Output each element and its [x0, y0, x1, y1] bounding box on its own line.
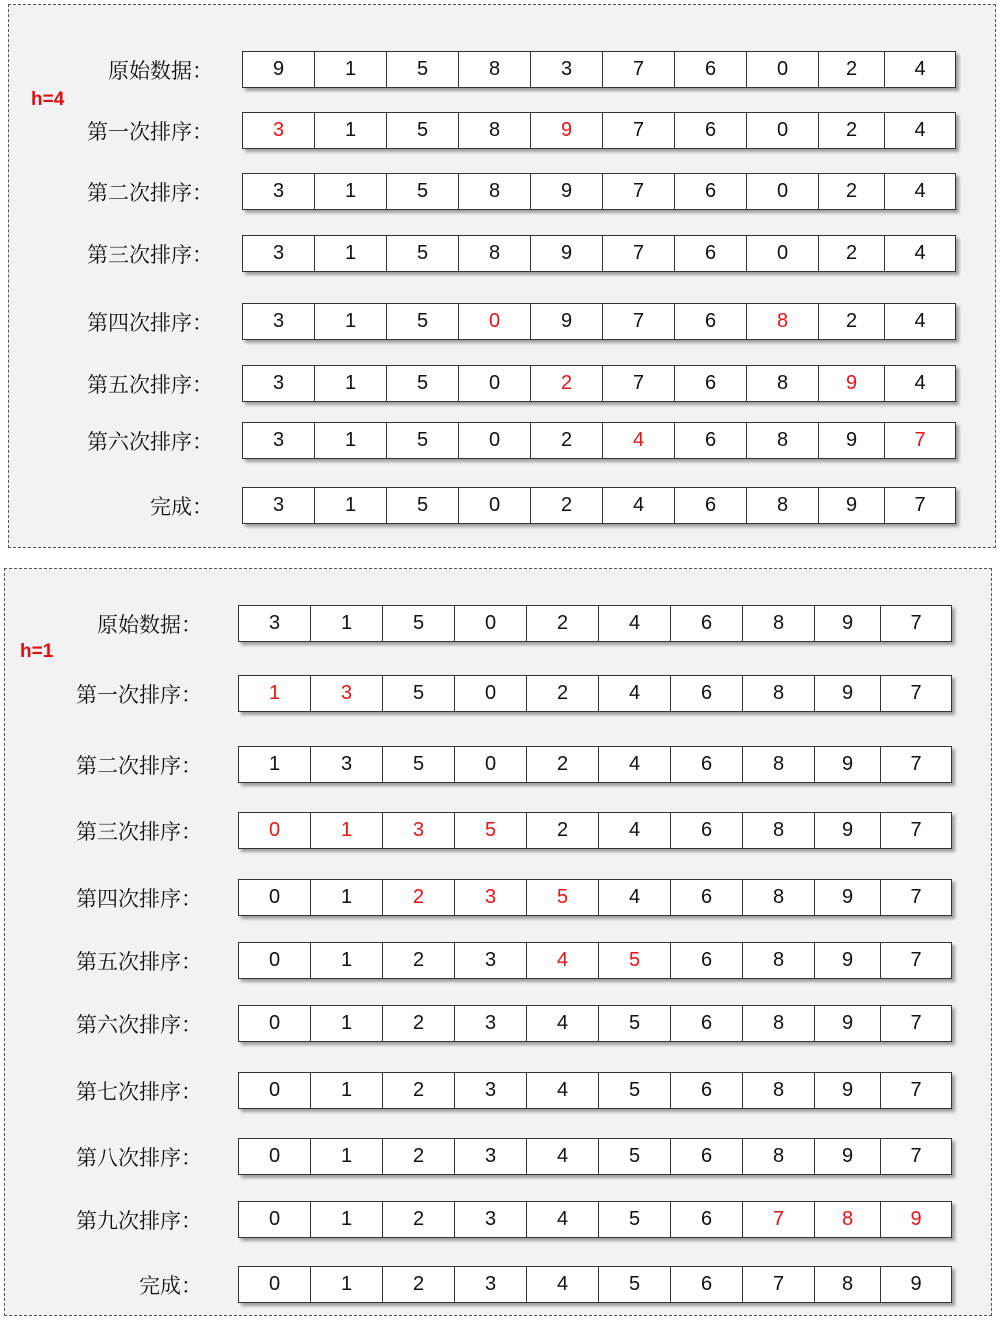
- array-cell: 9: [531, 174, 603, 209]
- array-cell-moved: 2: [531, 366, 603, 401]
- array-cell-moved: 9: [819, 366, 885, 401]
- array-cell: 6: [671, 943, 743, 978]
- array-cell-moved: 5: [455, 813, 527, 848]
- array-cell: 4: [527, 1006, 599, 1041]
- array-cell: 2: [531, 488, 603, 523]
- array-cell: 5: [599, 1006, 671, 1041]
- array-cell-moved: 5: [527, 880, 599, 915]
- array-cell: 1: [315, 52, 387, 87]
- array-cell: 3: [311, 747, 383, 782]
- array-cell: 8: [743, 747, 815, 782]
- array-cell: 5: [599, 1139, 671, 1174]
- array-cell: 0: [239, 1267, 311, 1302]
- array-cell: 9: [815, 943, 881, 978]
- array-cell: 3: [243, 174, 315, 209]
- array-cell: 7: [910, 1012, 922, 1034]
- array-cell: 8: [459, 52, 531, 87]
- array-cell: 2: [383, 943, 455, 978]
- array-cell: 9: [819, 423, 885, 458]
- array-cell: 2: [383, 1073, 455, 1108]
- array-cell: 7: [743, 1267, 815, 1302]
- array-cell: 7: [910, 612, 922, 634]
- array-cell: 3: [455, 943, 527, 978]
- array-cell: 8: [459, 174, 531, 209]
- array-cell: 6: [671, 813, 743, 848]
- array-cell: 3: [455, 1267, 527, 1302]
- array-cell: 1: [239, 747, 311, 782]
- array-cell: 9: [815, 880, 881, 915]
- array-cell-moved: 8: [747, 304, 819, 339]
- array-cell-moved: 9: [910, 1208, 922, 1230]
- array-cell: 5: [383, 676, 455, 711]
- array-row: [238, 1266, 952, 1303]
- array-cell: 7: [603, 304, 675, 339]
- array-cell-moved: 7: [914, 429, 926, 451]
- array-cell: 6: [675, 423, 747, 458]
- array-cell: 7: [910, 819, 922, 841]
- array-cell: 7: [603, 236, 675, 271]
- array-cell-moved: 0: [239, 813, 311, 848]
- array-cell: 3: [243, 304, 315, 339]
- array-row: [238, 812, 952, 849]
- array-cell: 9: [815, 606, 881, 641]
- row-label: 第三次排序：: [76, 820, 202, 844]
- row-label: 第二次排序：: [87, 181, 213, 205]
- array-cell: 2: [527, 813, 599, 848]
- array-cell: 2: [383, 1139, 455, 1174]
- array-cell: 1: [311, 606, 383, 641]
- array-cell: 4: [914, 242, 926, 264]
- array-cell: 3: [455, 1202, 527, 1237]
- array-cell: 2: [527, 606, 599, 641]
- array-cell: 3: [531, 52, 603, 87]
- array-cell: 7: [914, 494, 926, 516]
- array-cell-moved: 4: [603, 423, 675, 458]
- array-cell: 0: [455, 606, 527, 641]
- array-cell: 0: [459, 488, 531, 523]
- array-row: [242, 365, 956, 402]
- array-cell: 8: [743, 1139, 815, 1174]
- row-label: 第三次排序：: [87, 243, 213, 267]
- array-cell: 6: [675, 366, 747, 401]
- array-row: [242, 112, 956, 149]
- array-cell-moved: 4: [527, 943, 599, 978]
- array-cell: 9: [910, 1273, 922, 1295]
- array-cell: 5: [383, 606, 455, 641]
- array-cell: 8: [743, 606, 815, 641]
- row-label: 原始数据：: [108, 59, 213, 83]
- array-cell: 5: [387, 113, 459, 148]
- array-cell: 4: [527, 1267, 599, 1302]
- array-cell: 7: [910, 949, 922, 971]
- array-cell: 7: [910, 1145, 922, 1167]
- array-cell-moved: 7: [743, 1202, 815, 1237]
- array-cell: 8: [743, 1073, 815, 1108]
- array-cell: 2: [819, 174, 885, 209]
- array-cell-moved: 1: [239, 676, 311, 711]
- h-label: h=4: [31, 89, 65, 110]
- array-cell: 0: [239, 1202, 311, 1237]
- array-cell: 0: [747, 52, 819, 87]
- array-cell: 1: [311, 1073, 383, 1108]
- array-cell: 1: [311, 1267, 383, 1302]
- array-cell: 8: [743, 880, 815, 915]
- array-cell: 7: [910, 753, 922, 775]
- row-label: 第四次排序：: [87, 311, 213, 335]
- array-cell: 7: [603, 52, 675, 87]
- array-cell: 1: [315, 366, 387, 401]
- array-cell: 0: [239, 943, 311, 978]
- row-label: 第四次排序：: [76, 887, 202, 911]
- array-row: [242, 422, 956, 459]
- row-label: 第二次排序：: [76, 754, 202, 778]
- row-label: 第八次排序：: [76, 1146, 202, 1170]
- array-cell: 7: [603, 113, 675, 148]
- array-row: [242, 303, 956, 340]
- array-cell: 3: [243, 423, 315, 458]
- array-row: [238, 675, 952, 712]
- array-cell-moved: 1: [311, 813, 383, 848]
- array-cell: 8: [743, 1006, 815, 1041]
- array-cell: 9: [815, 1006, 881, 1041]
- array-row: [238, 1201, 952, 1238]
- array-cell: 8: [747, 366, 819, 401]
- array-row: [242, 487, 956, 524]
- array-cell: 1: [311, 880, 383, 915]
- array-cell: 1: [315, 174, 387, 209]
- array-cell: 2: [527, 676, 599, 711]
- array-row: [238, 1138, 952, 1175]
- array-cell: 4: [527, 1073, 599, 1108]
- array-cell: 0: [455, 676, 527, 711]
- array-cell: 9: [243, 52, 315, 87]
- array-cell: 2: [819, 113, 885, 148]
- array-cell: 2: [819, 236, 885, 271]
- array-cell: 3: [455, 1006, 527, 1041]
- array-cell: 6: [675, 113, 747, 148]
- array-cell: 6: [671, 1073, 743, 1108]
- array-row: [238, 879, 952, 916]
- array-cell: 6: [671, 747, 743, 782]
- array-cell: 5: [387, 304, 459, 339]
- array-cell: 3: [243, 366, 315, 401]
- array-cell-moved: 3: [311, 676, 383, 711]
- row-label: 第五次排序：: [87, 373, 213, 397]
- array-cell: 4: [527, 1139, 599, 1174]
- array-cell: 5: [599, 1073, 671, 1108]
- array-cell: 3: [455, 1139, 527, 1174]
- array-cell: 0: [239, 1139, 311, 1174]
- array-cell: 3: [455, 1073, 527, 1108]
- array-cell: 4: [599, 676, 671, 711]
- array-cell: 2: [819, 304, 885, 339]
- array-cell: 4: [599, 813, 671, 848]
- array-cell: 8: [743, 676, 815, 711]
- array-cell: 9: [815, 813, 881, 848]
- array-cell: 0: [459, 423, 531, 458]
- array-cell: 0: [747, 113, 819, 148]
- array-cell: 1: [311, 943, 383, 978]
- array-cell: 4: [599, 606, 671, 641]
- array-cell-moved: 3: [455, 880, 527, 915]
- array-row: [242, 173, 956, 210]
- array-cell: 9: [819, 488, 885, 523]
- array-cell: 2: [819, 52, 885, 87]
- array-cell: 9: [531, 304, 603, 339]
- array-cell-moved: 5: [599, 943, 671, 978]
- array-cell: 1: [315, 488, 387, 523]
- array-cell: 1: [315, 113, 387, 148]
- array-cell: 5: [383, 747, 455, 782]
- array-cell: 2: [527, 747, 599, 782]
- array-cell: 3: [239, 606, 311, 641]
- array-cell: 6: [671, 1139, 743, 1174]
- array-cell: 6: [675, 304, 747, 339]
- array-row: [238, 605, 952, 642]
- array-cell: 4: [599, 747, 671, 782]
- array-cell: 0: [459, 366, 531, 401]
- row-label: 第九次排序：: [76, 1209, 202, 1233]
- array-cell: 5: [599, 1202, 671, 1237]
- array-cell: 3: [243, 236, 315, 271]
- array-cell: 4: [914, 310, 926, 332]
- array-cell: 5: [387, 174, 459, 209]
- array-cell: 4: [914, 119, 926, 141]
- array-cell: 5: [387, 423, 459, 458]
- array-cell: 9: [531, 236, 603, 271]
- array-cell: 7: [603, 366, 675, 401]
- array-cell-moved: 8: [815, 1202, 881, 1237]
- array-row: [238, 942, 952, 979]
- array-cell: 0: [239, 1006, 311, 1041]
- row-label: 第一次排序：: [87, 120, 213, 144]
- array-cell: 5: [387, 52, 459, 87]
- array-cell: 4: [914, 180, 926, 202]
- array-cell: 2: [383, 1267, 455, 1302]
- h-label: h=1: [20, 641, 54, 662]
- array-cell: 0: [747, 236, 819, 271]
- array-cell: 4: [603, 488, 675, 523]
- array-cell: 7: [910, 682, 922, 704]
- array-cell: 4: [914, 58, 926, 80]
- array-cell: 6: [671, 880, 743, 915]
- row-label: 第六次排序：: [76, 1013, 202, 1037]
- array-cell-moved: 0: [459, 304, 531, 339]
- array-cell-moved: 2: [383, 880, 455, 915]
- array-cell: 5: [387, 236, 459, 271]
- array-cell: 6: [671, 1267, 743, 1302]
- array-cell: 5: [387, 366, 459, 401]
- array-cell: 2: [531, 423, 603, 458]
- row-label: 完成：: [139, 1274, 202, 1298]
- array-cell: 8: [747, 423, 819, 458]
- array-cell-moved: 9: [531, 113, 603, 148]
- array-cell: 7: [910, 886, 922, 908]
- array-cell: 8: [815, 1267, 881, 1302]
- array-cell: 6: [675, 52, 747, 87]
- array-cell: 6: [675, 488, 747, 523]
- array-cell: 2: [383, 1202, 455, 1237]
- array-cell: 7: [910, 1079, 922, 1101]
- array-cell: 5: [387, 488, 459, 523]
- array-cell: 1: [311, 1202, 383, 1237]
- array-cell: 9: [815, 676, 881, 711]
- array-cell: 8: [747, 488, 819, 523]
- array-cell: 6: [675, 236, 747, 271]
- row-label: 原始数据：: [97, 613, 202, 637]
- array-cell: 7: [603, 174, 675, 209]
- array-cell: 8: [743, 943, 815, 978]
- array-cell: 0: [239, 1073, 311, 1108]
- array-cell: 1: [315, 423, 387, 458]
- array-row: [242, 51, 956, 88]
- array-cell: 1: [315, 236, 387, 271]
- array-cell: 5: [599, 1267, 671, 1302]
- array-cell: 0: [239, 880, 311, 915]
- array-cell: 0: [455, 747, 527, 782]
- array-cell: 6: [671, 1006, 743, 1041]
- array-row: [238, 1072, 952, 1109]
- row-label: 第六次排序：: [87, 430, 213, 454]
- row-label: 第五次排序：: [76, 950, 202, 974]
- array-row: [242, 235, 956, 272]
- array-cell: 8: [459, 113, 531, 148]
- array-cell: 4: [914, 372, 926, 394]
- array-cell: 6: [675, 174, 747, 209]
- row-label: 第一次排序：: [76, 683, 202, 707]
- array-cell: 8: [459, 236, 531, 271]
- array-cell: 1: [311, 1006, 383, 1041]
- array-row: [238, 1005, 952, 1042]
- array-cell: 9: [815, 747, 881, 782]
- array-cell: 6: [671, 676, 743, 711]
- array-cell: 1: [315, 304, 387, 339]
- array-cell: 4: [527, 1202, 599, 1237]
- array-cell: 0: [747, 174, 819, 209]
- row-label: 完成：: [150, 495, 213, 519]
- array-cell-moved: 3: [243, 113, 315, 148]
- row-label: 第七次排序：: [76, 1080, 202, 1104]
- array-cell: 8: [743, 813, 815, 848]
- array-cell: 9: [815, 1139, 881, 1174]
- array-cell: 6: [671, 1202, 743, 1237]
- array-cell: 4: [599, 880, 671, 915]
- array-row: [238, 746, 952, 783]
- array-cell: 2: [383, 1006, 455, 1041]
- array-cell: 3: [243, 488, 315, 523]
- array-cell: 6: [671, 606, 743, 641]
- array-cell: 1: [311, 1139, 383, 1174]
- array-cell: 9: [815, 1073, 881, 1108]
- array-cell-moved: 3: [383, 813, 455, 848]
